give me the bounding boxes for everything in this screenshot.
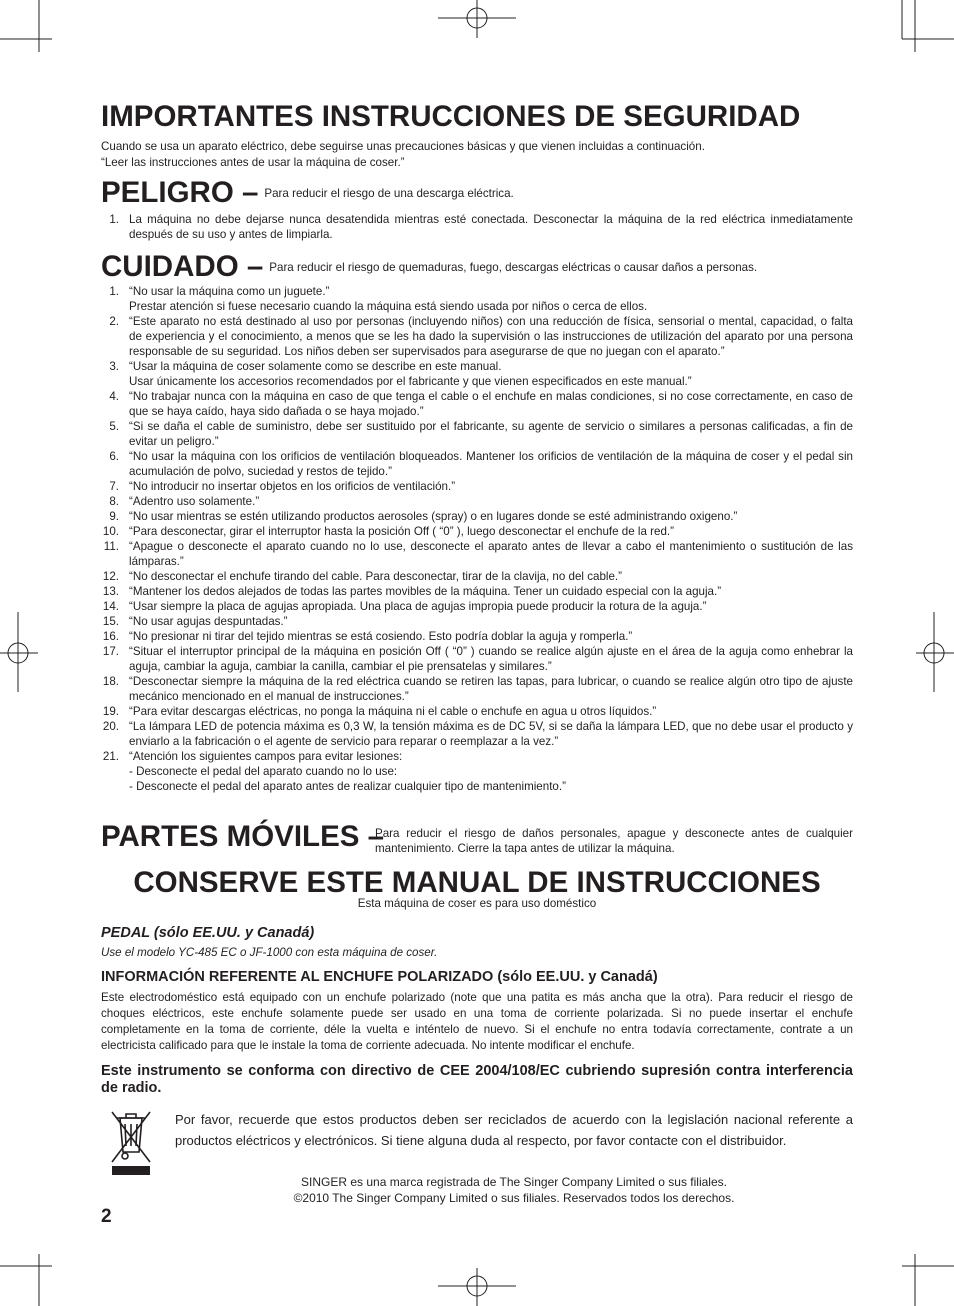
- list-item: [101, 674, 853, 704]
- list-item: [101, 509, 853, 524]
- item-text: “Apague o desconecte el aparato cuando no lo use, desconecte el aparato antes de llevar a cabo el mantenimiento o sustitución de las lámparas.”: [129, 540, 853, 568]
- item-number: 16.: [102, 630, 119, 643]
- list-item: [101, 314, 853, 359]
- recycle-text: Por favor, recuerde que estos productos deben ser reciclados de acuerdo con la legislación nacional referente a productos eléctricos y electrónicos. Si tiene alguna duda al respecto, por favor contacte con el distribuidor.: [175, 1112, 853, 1148]
- crossed-out-wheelie-bin-icon: [108, 1108, 154, 1178]
- list-item: [101, 599, 853, 614]
- cuidado-heading: CUIDADO –: [101, 250, 264, 283]
- item-subline: Prestar atención si fuese necesario cuando la máquina está siendo usada por niños o cerca de ellos.: [129, 300, 648, 313]
- item-number: 4.: [109, 390, 119, 403]
- item-number: 11.: [103, 540, 119, 553]
- list-item: [101, 479, 853, 494]
- item-text: “Usar siempre la placa de agujas apropiada. Una placa de agujas impropia puede producir la rotura de la aguja.”: [129, 600, 707, 613]
- cuidado-desc: Para reducir el riesgo de quemaduras, fuego, descargas eléctricas o causar daños a personas.: [269, 261, 758, 274]
- item-number: 14.: [102, 600, 119, 613]
- cuidado-list: [101, 284, 853, 794]
- item-text: “No usar la máquina con los orificios de ventilación bloqueados. Mantener los orificios de ventilación de la máquina de coser y el pedal sin acumulación de polvo, suciedad y restos de tejido.”: [129, 450, 853, 478]
- list-item: [101, 389, 853, 419]
- item-number: 18.: [102, 675, 119, 688]
- item-number: 6.: [109, 450, 119, 463]
- pedal-text: Use el modelo YC-485 EC o JF-1000 con esta máquina de coser.: [101, 946, 438, 959]
- list-item: [101, 524, 853, 539]
- cuidado-heading-row: [101, 250, 757, 284]
- list-item: [101, 494, 853, 509]
- page-title: IMPORTANTES INSTRUCCIONES DE SEGURIDAD: [101, 100, 801, 133]
- list-item: [101, 644, 853, 674]
- item-number: 1.: [109, 213, 119, 226]
- peligro-heading: PELIGRO –: [101, 176, 259, 209]
- conserve-heading: CONSERVE ESTE MANUAL DE INSTRUCCIONES: [133, 866, 821, 899]
- item-text: “Desconectar siempre la máquina de la red eléctrica cuando se retiren las tapas, para lubricar, o cuando se realice algún otro tipo de ajuste mecánico mencionado en el manual de instrucciones.”: [129, 675, 853, 703]
- page-number: 2: [101, 1206, 112, 1227]
- item-number: 21.: [102, 750, 119, 763]
- intro-line-1: Cuando se usa un aparato eléctrico, debe seguirse unas precauciones básicas y que vienen incluidas a continuación.: [101, 140, 705, 153]
- item-text: “No usar agujas despuntadas.”: [129, 615, 288, 628]
- item-text: “Atención los siguientes campos para evitar lesiones:: [129, 750, 403, 763]
- item-subline: - Desconecte el pedal del aparato antes de realizar cualquier tipo de mantenimiento.”: [129, 780, 566, 793]
- item-text: “Usar la máquina de coser solamente como se describe en este manual.: [129, 360, 502, 373]
- list-item: [101, 749, 853, 794]
- list-item: [101, 704, 853, 719]
- item-number: 19.: [102, 705, 119, 718]
- item-text: “Para desconectar, girar el interruptor hasta la posición Off ( “0” ), luego desconectar el enchufe de la red.”: [129, 525, 674, 538]
- item-text: “Situar el interruptor principal de la máquina en posición Off ( “0” ) cuando se realice algún ajuste en el área de la aguja como enhebrar la aguja, cambiar la aguja, cambiar la canilla, cambiar el pie prensatelas y similares.”: [129, 645, 853, 673]
- list-item: [101, 449, 853, 479]
- item-text: “Para evitar descargas eléctricas, no ponga la máquina ni el cable o enchufe en agua u otros líquidos.”: [129, 705, 657, 718]
- item-number: 13.: [102, 585, 119, 598]
- item-number: 2.: [109, 315, 119, 328]
- item-text: “Este aparato no está destinado al uso por personas (incluyendo niños) con una reducción de física, sensorial o mental, capacidad, o falta de experiencia y el conocimiento, a menos que se les ha dado la supervisión o las instrucciones de utilización del aparato por una persona responsable de su seguridad. Los niños deben ser supervisados para asegurarse de que no juegan con el aparato.”: [129, 315, 853, 358]
- item-text: La máquina no debe dejarse nunca desatendida mientras esté conectada. Desconectar la máquina de la red eléctrica inmediatamente después de su uso y antes de limpiarla.: [129, 213, 853, 241]
- peligro-desc: Para reducir el riesgo de una descarga eléctrica.: [264, 187, 514, 200]
- item-text: “No usar mientras se estén utilizando productos aerosoles (spray) o en lugares donde se esté administrando oxigeno.”: [129, 510, 738, 523]
- item-number: 9.: [109, 510, 119, 523]
- item-number: 8.: [109, 495, 119, 508]
- item-text: “Adentro uso solamente.”: [129, 495, 260, 508]
- list-item: [101, 419, 853, 449]
- item-text: “No trabajar nunca con la máquina en caso de que tenga el cable o el enchufe en malas condiciones, si no cose correctamente, en caso de que se haya caído, haya sido dañada o se haya mojado.”: [129, 390, 853, 418]
- footer-copyright: ©2010 The Singer Company Limited o sus filiales. Reservados todos los derechos.: [293, 1191, 735, 1205]
- item-text: “No presionar ni tirar del tejido mientras se está cosiendo. Esto podría doblar la aguja y romperla.”: [129, 630, 633, 643]
- list-item: [101, 212, 853, 242]
- plug-text: Este electrodoméstico está equipado con un enchufe polarizado (note que una patita es más ancha que la otra). Para reducir el riesgo de choques eléctricos, este enchufe solamente puede ser usado en una toma de corriente polarizada. Si no puede insertar el enchufe completamente en la toma de corriente, déle la vuelta e inténtelo de nuevo. Si el enchufe no entra todavía correctamente, contrate a un electricista calificado para que le instale la toma de corriente adecuada. No intente modificar el enchufe.: [101, 991, 853, 1052]
- item-number: 17.: [102, 645, 119, 658]
- peligro-list: [101, 212, 853, 242]
- intro-line-2: “Leer las instrucciones antes de usar la máquina de coser.”: [101, 155, 405, 169]
- plug-heading: INFORMACIÓN REFERENTE AL ENCHUFE POLARIZADO (sólo EE.UU. y Canadá): [101, 969, 658, 985]
- item-text: “Mantener los dedos alejados de todas las partes movibles de la máquina. Tener un cuidado especial con la aguja.”: [129, 585, 722, 598]
- list-item: [101, 284, 853, 314]
- peligro-heading-row: [101, 176, 514, 210]
- item-number: 1.: [109, 285, 119, 298]
- pedal-heading: PEDAL (sólo EE.UU. y Canadá): [101, 925, 315, 941]
- item-number: 3.: [109, 360, 119, 373]
- list-item: [101, 359, 853, 389]
- item-text: “No usar la máquina como un juguete.”: [129, 285, 330, 298]
- list-item: [101, 569, 853, 584]
- list-item: [101, 539, 853, 569]
- cee-statement: Este instrumento se conforma con directivo de CEE 2004/108/EC cubriendo supresión contra interferencia de radio.: [101, 1063, 853, 1096]
- item-number: 7.: [109, 480, 119, 493]
- moviles-heading-row: [101, 820, 384, 854]
- list-item: [101, 614, 853, 629]
- item-subline: - Desconecte el pedal del aparato cuando no lo use:: [129, 765, 398, 778]
- footer-trademark: SINGER es una marca registrada de The Singer Company Limited o sus filiales.: [301, 1175, 727, 1189]
- list-item: [101, 629, 853, 644]
- intro-text: [101, 139, 861, 170]
- item-number: 20.: [102, 720, 119, 733]
- item-number: 5.: [109, 420, 119, 433]
- moviles-heading: PARTES MÓVILES –: [101, 820, 385, 853]
- item-number: 10.: [102, 525, 119, 538]
- item-text: “No desconectar el enchufe tirando del cable. Para desconectar, tirar de la clavija, no del cable.”: [129, 570, 623, 583]
- list-item: [101, 584, 853, 599]
- item-text: “La lámpara LED de potencia máxima es 0,3 W, la tensión máxima es de DC 5V, si se daña la lámpara LED, que no debe usar el producto y enviarlo a la fabricación o el agente de servicio para reparar o reemplazar a la vez.”: [129, 720, 853, 748]
- item-subline: Usar únicamente los accesorios recomendados por el fabricante y que vienen especificados en este manual.”: [129, 375, 692, 388]
- item-text: “Si se daña el cable de suministro, debe ser sustituido por el fabricante, su agente de servicio o similares a personas calificadas, a fin de evitar un peligro.”: [129, 420, 853, 448]
- moviles-desc: Para reducir el riesgo de daños personales, apague y desconecte antes de cualquier mantenimiento. Cierre la tapa antes de utilizar la máquina.: [375, 827, 853, 855]
- domestic-use-note: Esta máquina de coser es para uso doméstico: [357, 897, 597, 910]
- list-item: [101, 719, 853, 749]
- item-text: “No introducir no insertar objetos en los orificios de ventilación.”: [129, 480, 456, 493]
- item-number: 15.: [102, 615, 119, 628]
- item-number: 12.: [102, 570, 119, 583]
